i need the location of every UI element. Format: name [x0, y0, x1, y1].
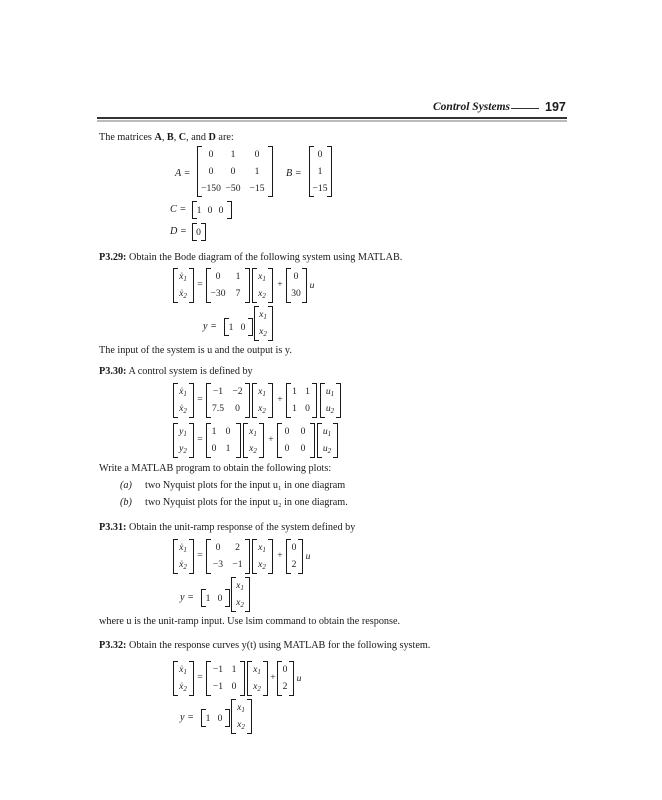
problem-p3-30: P3.30: A control system is defined by: [99, 366, 253, 377]
problem-p3-31: P3.31: Obtain the unit-ramp response of the system defined by: [99, 522, 356, 533]
header-rule: [97, 117, 567, 119]
page-number: 197: [545, 100, 566, 114]
p330-item-b-label: (b): [120, 497, 132, 508]
p330-item-a-label: (a): [120, 480, 132, 491]
matrix-d-label: D =: [170, 226, 187, 237]
problem-p3-32: P3.32: Obtain the response curves y(t) using MATLAB for the following system.: [99, 640, 431, 651]
matrix-b-label: B =: [286, 168, 302, 179]
intro-line: The matrices A, B, C, and D are:: [99, 132, 234, 143]
problem-p3-29: P3.29: Obtain the Bode diagram of the following system using MATLAB.: [99, 252, 403, 263]
matrix-a-label: A =: [175, 168, 191, 179]
header-short-rule: [511, 108, 539, 109]
p331-note: where u is the unit-ramp input. Use lsim command to obtain the response.: [99, 616, 401, 627]
p330-item-b-text: two Nyquist plots for the input u₂ in one diagram.: [145, 497, 348, 508]
p329-note: The input of the system is u and the output is y.: [99, 345, 292, 356]
p330-item-a-text: two Nyquist plots for the input u₁ in one diagram: [145, 480, 346, 491]
header-rule-shadow: [97, 120, 567, 122]
matrix-c-label: C =: [170, 204, 187, 215]
p330-instruction: Write a MATLAB program to obtain the following plots:: [99, 463, 332, 474]
running-header-title: Control Systems: [433, 101, 511, 113]
